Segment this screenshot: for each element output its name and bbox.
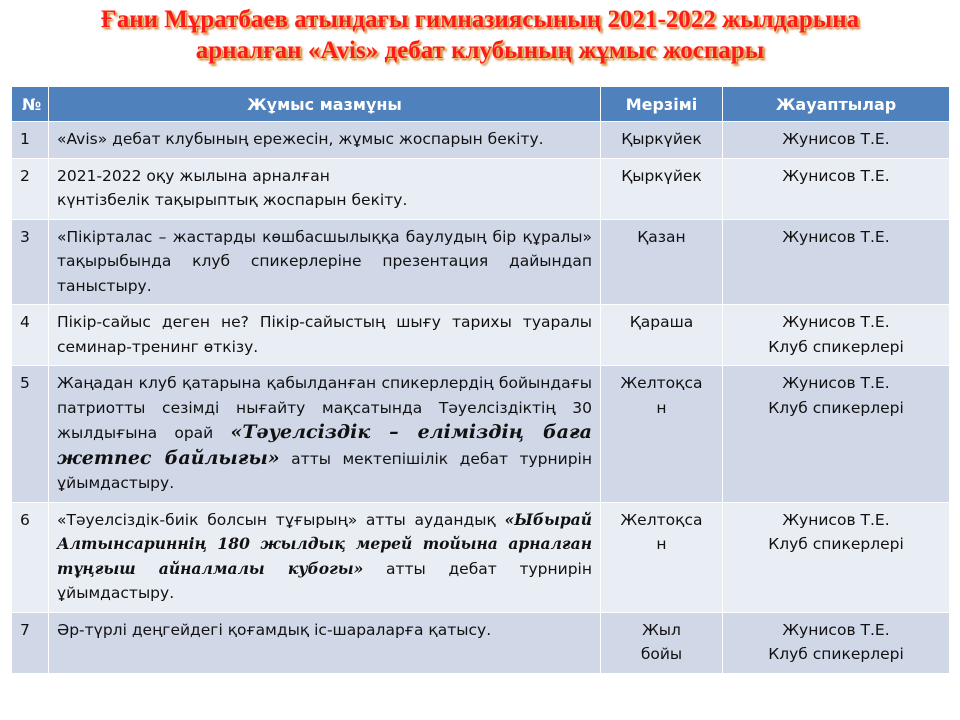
row-deadline-line: н <box>656 535 667 553</box>
row-deadline-line: бойы <box>640 645 683 663</box>
table-header-row <box>12 87 950 122</box>
row-responsible <box>723 366 950 503</box>
row-deadline-line: Жыл <box>642 620 681 639</box>
row-content-emphasis: «Тәуелсіздік – еліміздің баға жетпес байлығы» <box>57 421 592 469</box>
title-line-2: арналған «Avis» дебат клубының жұмыс жоспары <box>195 37 765 64</box>
row-content-emphasis: «Ыбырай Алтынсариннің 180 жылдық мерей тойына арналған тұңғыш айналмалы кубогы» <box>57 509 592 578</box>
row-content-line: 2021-2022 оқу жылына арналған <box>57 166 330 185</box>
row-content-text: Жаңадан клуб қатарына қабылданған спикерлердің бойындағы патриотты сезімді нығайту мақсатында Тәуелсіздіктің 30 жылдығына орай <box>57 374 592 442</box>
row-number: 3 <box>12 219 49 305</box>
table-row <box>12 122 950 159</box>
row-deadline: Қыркүйек <box>601 122 723 159</box>
table-row <box>12 219 950 305</box>
row-content <box>49 158 601 219</box>
header-content: Жұмыс мазмұны <box>49 87 601 122</box>
row-deadline-line: Желтоқса <box>620 510 703 529</box>
row-deadline: Қазан <box>601 219 723 305</box>
row-content: Әр-түрлі деңгейдегі қоғамдық іс-шараларға қатысу. <box>49 612 601 673</box>
header-responsible: Жауаптылар <box>723 87 950 122</box>
table-row <box>12 158 950 219</box>
row-deadline-line: н <box>656 398 667 417</box>
responsible-club-speakers: Клуб спикерлері <box>768 535 904 553</box>
row-deadline <box>601 502 723 612</box>
responsible-person: Жунисов Т.Е. <box>782 130 890 148</box>
row-number: 1 <box>12 122 49 159</box>
header-deadline: Мерзімі <box>601 87 723 122</box>
row-content-text: атты дебат турнирін ұйымдастыру. <box>57 559 592 602</box>
responsible-club-speakers: Клуб спикерлері <box>768 398 904 417</box>
row-content: Пікір-сайыс деген не? Пікір-сайыстың шығу тарихы туаралы семинар-тренинг өткізу. <box>49 305 601 366</box>
responsible-club-speakers: Клуб спикерлері <box>768 337 904 356</box>
row-responsible <box>723 122 950 159</box>
table-row <box>12 366 950 503</box>
row-deadline: Қараша <box>601 305 723 366</box>
row-content-text: атты мектепішілік дебат турнирін ұйымдастыру. <box>57 449 592 492</box>
responsible-person: Жунисов Т.Е. <box>782 227 890 246</box>
page-title <box>0 4 960 66</box>
row-number: 5 <box>12 366 49 503</box>
row-number: 6 <box>12 502 49 612</box>
row-content: «Avis» дебат клубының ережесін, жұмыс жоспарын бекіту. <box>49 122 601 159</box>
row-deadline: Қыркүйек <box>601 158 723 219</box>
row-content-line: күнтізбелік тақырыптық жоспарын бекіту. <box>57 191 408 209</box>
responsible-club-speakers: Клуб спикерлері <box>768 645 904 663</box>
table-row <box>12 305 950 366</box>
row-content-text: «Тәуелсіздік-биік болсын тұғырың» атты аудандық <box>57 510 505 529</box>
row-responsible <box>723 612 950 673</box>
row-responsible <box>723 158 950 219</box>
responsible-person: Жунисов Т.Е. <box>782 166 890 185</box>
row-responsible <box>723 219 950 305</box>
work-plan-table <box>11 86 950 674</box>
row-deadline <box>601 366 723 503</box>
responsible-person: Жунисов Т.Е. <box>782 510 890 529</box>
row-content <box>49 366 601 503</box>
responsible-person: Жунисов Т.Е. <box>782 374 890 392</box>
row-deadline <box>601 612 723 673</box>
row-number: 4 <box>12 305 49 366</box>
table-row <box>12 612 950 673</box>
table-row <box>12 502 950 612</box>
row-responsible <box>723 305 950 366</box>
row-deadline-line: Желтоқса <box>620 374 703 392</box>
header-number: № <box>12 87 49 122</box>
row-content: «Пікірталас – жастарды көшбасшылыққа баулудың бір құралы» тақырыбында клуб спикерлеріне презентация дайындап таныстыру. <box>49 219 601 305</box>
row-content <box>49 502 601 612</box>
row-responsible <box>723 502 950 612</box>
responsible-person: Жунисов Т.Е. <box>782 313 890 331</box>
responsible-person: Жунисов Т.Е. <box>782 620 890 639</box>
row-number: 7 <box>12 612 49 673</box>
row-number: 2 <box>12 158 49 219</box>
title-line-1: Ғани Мұратбаев атындағы гимназиясының 2021-2022 жылдарына <box>100 6 860 33</box>
